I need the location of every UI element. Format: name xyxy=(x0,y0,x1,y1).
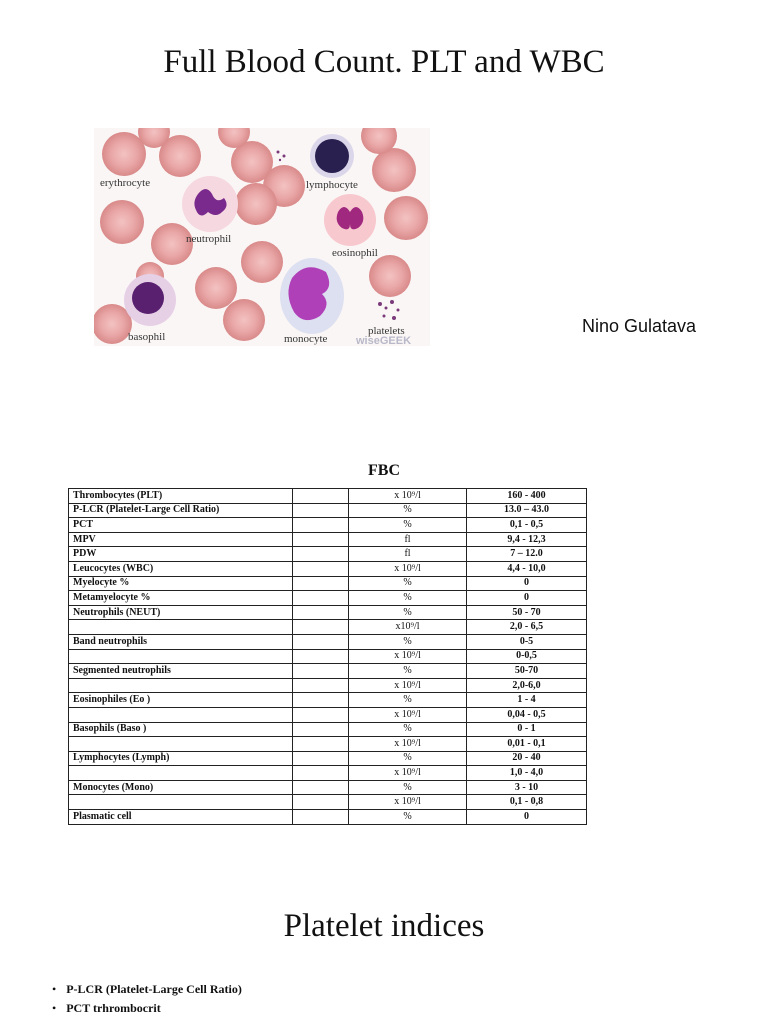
row-spacer xyxy=(293,751,349,766)
row-range: 2,0-6,0 xyxy=(467,678,587,693)
row-unit: % xyxy=(349,591,467,606)
row-name: Band neutrophils xyxy=(69,634,293,649)
row-name: Thrombocytes (PLT) xyxy=(69,489,293,504)
row-spacer xyxy=(293,503,349,518)
row-range: 0,01 - 0,1 xyxy=(467,737,587,752)
row-spacer xyxy=(293,561,349,576)
label-basophil: basophil xyxy=(128,331,166,343)
row-range: 3 - 10 xyxy=(467,780,587,795)
row-unit: % xyxy=(349,664,467,679)
row-spacer xyxy=(293,649,349,664)
row-unit: % xyxy=(349,780,467,795)
row-unit: % xyxy=(349,576,467,591)
row-range: 50-70 xyxy=(467,664,587,679)
label-lymphocyte: lymphocyte xyxy=(306,179,358,191)
row-name: Plasmatic cell xyxy=(69,810,293,825)
row-spacer xyxy=(293,518,349,533)
table-row xyxy=(69,649,587,664)
row-name: Lymphocytes (Lymph) xyxy=(69,751,293,766)
table-row xyxy=(69,780,587,795)
row-unit: x 10⁹/l xyxy=(349,489,467,504)
table-row xyxy=(69,678,587,693)
bullet-item: • P-LCR (Platelet-Large Cell Ratio) xyxy=(52,982,242,997)
row-range: 20 - 40 xyxy=(467,751,587,766)
row-unit: fl xyxy=(349,532,467,547)
fbc-table xyxy=(68,488,587,825)
row-name: Neutrophils (NEUT) xyxy=(69,605,293,620)
row-range: 0,04 - 0,5 xyxy=(467,707,587,722)
row-range: 1 - 4 xyxy=(467,693,587,708)
row-unit: x10⁹/l xyxy=(349,620,467,635)
row-unit: x 10⁹/l xyxy=(349,737,467,752)
table-row xyxy=(69,518,587,533)
row-range: 0,1 - 0,5 xyxy=(467,518,587,533)
label-platelets: platelets xyxy=(368,325,405,337)
neutrophil-cell xyxy=(182,176,238,232)
row-name: MPV xyxy=(69,532,293,547)
table-row xyxy=(69,737,587,752)
row-unit: x 10⁹/l xyxy=(349,649,467,664)
row-unit: x 10⁹/l xyxy=(349,707,467,722)
row-spacer xyxy=(293,707,349,722)
row-unit: % xyxy=(349,634,467,649)
table-row xyxy=(69,707,587,722)
table-row xyxy=(69,489,587,504)
row-name xyxy=(69,795,293,810)
bullet-item: • PCT trhrombocrit xyxy=(52,1001,242,1016)
row-spacer xyxy=(293,766,349,781)
fbc-table-title: FBC xyxy=(368,462,400,479)
table-row xyxy=(69,503,587,518)
row-name: PCT xyxy=(69,518,293,533)
row-range: 7 – 12.0 xyxy=(467,547,587,562)
row-name xyxy=(69,766,293,781)
row-name: Basophils (Baso ) xyxy=(69,722,293,737)
table-row xyxy=(69,664,587,679)
table-row xyxy=(69,547,587,562)
row-spacer xyxy=(293,634,349,649)
row-name: Eosinophiles (Eo ) xyxy=(69,693,293,708)
row-unit: x 10⁹/l xyxy=(349,766,467,781)
table-row xyxy=(69,561,587,576)
row-range: 2,0 - 6,5 xyxy=(467,620,587,635)
section-title: Platelet indices xyxy=(283,908,485,944)
row-spacer xyxy=(293,547,349,562)
label-eosinophil: eosinophil xyxy=(332,247,378,259)
row-name xyxy=(69,649,293,664)
row-range: 160 - 400 xyxy=(467,489,587,504)
table-row xyxy=(69,751,587,766)
row-unit: % xyxy=(349,810,467,825)
row-name xyxy=(69,737,293,752)
row-spacer xyxy=(293,780,349,795)
row-range: 9,4 - 12,3 xyxy=(467,532,587,547)
fbc-table-body xyxy=(69,489,587,825)
row-range: 0 xyxy=(467,576,587,591)
table-row xyxy=(69,532,587,547)
row-name: Myelocyte % xyxy=(69,576,293,591)
row-range: 0-5 xyxy=(467,634,587,649)
row-name: Metamyelocyte % xyxy=(69,591,293,606)
row-name: PDW xyxy=(69,547,293,562)
row-spacer xyxy=(293,605,349,620)
row-name: Leucocytes (WBC) xyxy=(69,561,293,576)
row-range: 4,4 - 10,0 xyxy=(467,561,587,576)
table-row xyxy=(69,693,587,708)
label-erythrocyte: erythrocyte xyxy=(100,177,151,189)
row-unit: % xyxy=(349,518,467,533)
row-unit: % xyxy=(349,722,467,737)
row-name xyxy=(69,620,293,635)
row-name: Segmented neutrophils xyxy=(69,664,293,679)
watermark-text: wiseGEEK xyxy=(356,335,412,346)
author-name: Nino Gulatava xyxy=(582,316,697,336)
table-row xyxy=(69,605,587,620)
table-row xyxy=(69,576,587,591)
row-spacer xyxy=(293,532,349,547)
row-name xyxy=(69,678,293,693)
row-name: P-LCR (Platelet-Large Cell Ratio) xyxy=(69,503,293,518)
row-spacer xyxy=(293,664,349,679)
row-range: 0 - 1 xyxy=(467,722,587,737)
row-range: 0,1 - 0,8 xyxy=(467,795,587,810)
row-unit: % xyxy=(349,503,467,518)
lymphocyte-cell xyxy=(310,134,354,178)
row-spacer xyxy=(293,678,349,693)
row-spacer xyxy=(293,489,349,504)
row-name: Monocytes (Mono) xyxy=(69,780,293,795)
basophil-cell xyxy=(124,274,176,326)
table-row xyxy=(69,722,587,737)
row-unit: x 10⁹/l xyxy=(349,678,467,693)
table-row xyxy=(69,766,587,781)
row-spacer xyxy=(293,737,349,752)
monocyte-cell xyxy=(280,258,344,334)
label-neutrophil: neutrophil xyxy=(186,233,232,245)
row-unit: % xyxy=(349,693,467,708)
row-range: 50 - 70 xyxy=(467,605,587,620)
row-range: 1,0 - 4,0 xyxy=(467,766,587,781)
eosinophil-cell xyxy=(324,194,376,246)
row-unit: fl xyxy=(349,547,467,562)
row-spacer xyxy=(293,591,349,606)
page-title: Full Blood Count. PLT and WBC xyxy=(163,44,605,80)
row-unit: % xyxy=(349,605,467,620)
row-range: 0-0,5 xyxy=(467,649,587,664)
row-name xyxy=(69,707,293,722)
row-spacer xyxy=(293,576,349,591)
blood-cells-drawing xyxy=(94,128,430,346)
table-row xyxy=(69,634,587,649)
row-spacer xyxy=(293,693,349,708)
row-spacer xyxy=(293,795,349,810)
row-range: 0 xyxy=(467,810,587,825)
row-spacer xyxy=(293,620,349,635)
label-monocyte: monocyte xyxy=(284,333,328,345)
row-unit: x 10⁹/l xyxy=(349,795,467,810)
row-range: 13.0 – 43.0 xyxy=(467,503,587,518)
table-row xyxy=(69,810,587,825)
table-row xyxy=(69,591,587,606)
row-unit: % xyxy=(349,751,467,766)
bullet-list xyxy=(52,982,242,1020)
table-row xyxy=(69,795,587,810)
row-unit: x 10⁹/l xyxy=(349,561,467,576)
blood-cells-illustration xyxy=(94,128,430,346)
table-row xyxy=(69,620,587,635)
row-spacer xyxy=(293,810,349,825)
row-spacer xyxy=(293,722,349,737)
row-range: 0 xyxy=(467,591,587,606)
